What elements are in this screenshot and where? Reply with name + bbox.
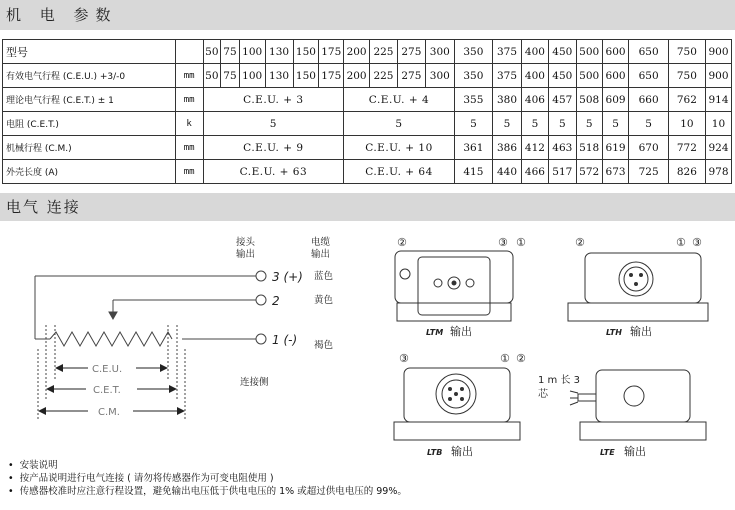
merged-cell: C.E.U. + 63	[203, 160, 344, 184]
connector-ltm	[395, 251, 513, 321]
svg-text:②: ②	[397, 236, 407, 249]
value-cell: 670	[629, 136, 668, 160]
row-unit: mm	[175, 136, 203, 160]
row-label: 有效电气行程 (C.E.U.) +3/-0	[3, 64, 176, 88]
dimension-labels	[92, 364, 122, 418]
value-cell: 660	[629, 88, 668, 112]
connector-lte	[570, 370, 706, 440]
model-cell: 200	[344, 40, 370, 64]
connector-ltb-pins	[399, 352, 526, 365]
connector-ltm-code: LTM	[426, 328, 444, 337]
merged-cell: C.E.U. + 4	[344, 88, 455, 112]
row-unit: mm	[175, 88, 203, 112]
merged-cell: 5	[344, 112, 455, 136]
svg-text:③: ③	[399, 352, 409, 365]
value-cell: 572	[576, 160, 602, 184]
table-row-model	[3, 40, 732, 64]
model-cell: 450	[548, 40, 576, 64]
connector-ltb-output: 输出	[451, 445, 473, 458]
table-row-ceu	[3, 64, 732, 88]
value-cell: 5	[576, 112, 602, 136]
value-cell: 772	[668, 136, 705, 160]
terminal-pin1	[256, 334, 266, 344]
wire-colors	[314, 270, 334, 351]
spec-table	[2, 39, 732, 184]
connector-lte-cable-note	[538, 374, 580, 400]
dim-ceu: C.E.U.	[92, 364, 123, 375]
value-cell: 375	[493, 64, 522, 88]
table-row-cm	[3, 136, 732, 160]
value-cell: 914	[705, 88, 731, 112]
value-cell: 517	[548, 160, 576, 184]
value-cell: 457	[548, 88, 576, 112]
value-cell: 380	[493, 88, 522, 112]
svg-text:②: ②	[516, 352, 526, 365]
color-yellow: 黄色	[314, 295, 334, 306]
svg-text:③: ③	[498, 236, 508, 249]
value-cell: 518	[576, 136, 602, 160]
value-cell: 673	[602, 160, 629, 184]
value-cell: 978	[705, 160, 731, 184]
table-row-resistance	[3, 112, 732, 136]
wiper-arrow-icon	[109, 312, 117, 319]
col-connector-line1: 接头	[236, 237, 256, 248]
connector-ltm-output: 输出	[450, 325, 472, 338]
model-cell: 150	[293, 40, 319, 64]
value-cell: 924	[705, 136, 731, 160]
value-cell: 225	[370, 64, 398, 88]
value-cell: 500	[576, 64, 602, 88]
connector-lte-code: LTE	[600, 448, 615, 457]
section-header-params: 机 电 参数	[0, 0, 735, 30]
model-cell: 50	[203, 40, 221, 64]
terminal-pin2	[256, 295, 266, 305]
row-label: 机械行程 (C.M.)	[3, 136, 176, 160]
model-cell: 275	[397, 40, 425, 64]
svg-text:芯: 芯	[538, 389, 548, 400]
merged-cell: C.E.U. + 3	[203, 88, 344, 112]
row-label: 型号	[3, 40, 176, 64]
value-cell: 355	[454, 88, 492, 112]
svg-text:1 m 长 3: 1 m 长 3	[538, 375, 581, 386]
connector-ltm-pins	[397, 236, 526, 249]
value-cell: 10	[705, 112, 731, 136]
col-cable-line2: 输出	[311, 249, 331, 260]
value-cell: 275	[397, 64, 425, 88]
value-cell: 900	[705, 64, 731, 88]
color-blue: 蓝色	[314, 271, 334, 282]
connector-lth-output: 输出	[630, 325, 652, 338]
row-unit: mm	[175, 64, 203, 88]
model-cell: 350	[454, 40, 492, 64]
value-cell: 725	[629, 160, 668, 184]
value-cell: 175	[319, 64, 344, 88]
dim-cet: C.E.T.	[93, 385, 121, 396]
merged-cell: C.E.U. + 9	[203, 136, 344, 160]
value-cell: 440	[493, 160, 522, 184]
row-label: 外壳长度 (A)	[3, 160, 176, 184]
svg-text:①: ①	[500, 352, 510, 365]
connection-side-label: 连接侧	[240, 377, 269, 388]
color-brown: 褐色	[314, 340, 334, 351]
installation-notes	[8, 459, 407, 498]
svg-text:①: ①	[516, 236, 526, 249]
model-cell: 375	[493, 40, 522, 64]
connector-lth	[568, 253, 708, 321]
value-cell: 350	[454, 64, 492, 88]
note-item: • 按产品说明进行电气连接 ( 请勿将传感器作为可变电阻使用 )	[8, 472, 407, 485]
model-cell: 600	[602, 40, 629, 64]
note-item: • 安装说明	[8, 459, 407, 472]
value-cell: 10	[668, 112, 705, 136]
section-header-electrical: 电气 连接	[0, 193, 735, 221]
merged-cell: C.E.U. + 64	[344, 160, 455, 184]
connector-ltb	[394, 368, 520, 440]
model-cell: 225	[370, 40, 398, 64]
value-cell: 466	[521, 160, 548, 184]
value-cell: 75	[221, 64, 240, 88]
value-cell: 5	[454, 112, 492, 136]
terminal-pin3	[256, 271, 266, 281]
row-label: 电阻 (C.E.T.)	[3, 112, 176, 136]
model-cell: 500	[576, 40, 602, 64]
model-cell: 75	[221, 40, 240, 64]
value-cell: 463	[548, 136, 576, 160]
row-label: 理论电气行程 (C.E.T.) ± 1	[3, 88, 176, 112]
electrical-diagram	[0, 221, 735, 459]
value-cell: 412	[521, 136, 548, 160]
value-cell: 762	[668, 88, 705, 112]
value-cell: 609	[602, 88, 629, 112]
potentiometer-schematic	[35, 271, 266, 421]
col-connector-line2: 输出	[236, 249, 256, 260]
value-cell: 450	[548, 64, 576, 88]
pin-labels	[272, 270, 303, 347]
value-cell: 5	[493, 112, 522, 136]
value-cell: 130	[265, 64, 293, 88]
model-cell: 130	[265, 40, 293, 64]
table-row-length	[3, 160, 732, 184]
value-cell: 619	[602, 136, 629, 160]
value-cell: 200	[344, 64, 370, 88]
value-cell: 508	[576, 88, 602, 112]
pin-label-3: 3 (+)	[272, 270, 303, 284]
merged-cell: 5	[203, 112, 344, 136]
model-cell: 400	[521, 40, 548, 64]
value-cell: 150	[293, 64, 319, 88]
model-cell: 100	[239, 40, 265, 64]
schematic-column-headers	[236, 236, 331, 260]
model-cell: 900	[705, 40, 731, 64]
note-item: • 传感器校准时应注意行程设置，避免输出电压低于供电电压的 1% 或超过供电电压的 99%。	[8, 485, 407, 498]
connector-lth-pins	[575, 236, 702, 249]
value-cell: 415	[454, 160, 492, 184]
value-cell: 5	[521, 112, 548, 136]
value-cell: 650	[629, 64, 668, 88]
ground-icon	[400, 269, 410, 279]
value-cell: 600	[602, 64, 629, 88]
connector-lth-code: LTH	[606, 328, 622, 337]
value-cell: 826	[668, 160, 705, 184]
model-cell: 175	[319, 40, 344, 64]
svg-text:①: ①	[676, 236, 686, 249]
value-cell: 5	[629, 112, 668, 136]
value-cell: 406	[521, 88, 548, 112]
table-row-cet	[3, 88, 732, 112]
resistor-zigzag	[50, 332, 172, 346]
model-cell: 750	[668, 40, 705, 64]
pin-label-1: 1 (-)	[272, 333, 298, 347]
connector-lte-output: 输出	[624, 445, 646, 458]
merged-cell: C.E.U. + 10	[344, 136, 455, 160]
value-cell: 100	[239, 64, 265, 88]
row-unit: k	[175, 112, 203, 136]
col-cable-line1: 电缆	[311, 237, 331, 248]
value-cell: 400	[521, 64, 548, 88]
svg-text:②: ②	[575, 236, 585, 249]
model-cell: 650	[629, 40, 668, 64]
svg-text:③: ③	[692, 236, 702, 249]
value-cell: 386	[493, 136, 522, 160]
dim-cm: C.M.	[98, 407, 120, 418]
value-cell: 300	[425, 64, 454, 88]
row-unit: mm	[175, 160, 203, 184]
model-cell: 300	[425, 40, 454, 64]
value-cell: 361	[454, 136, 492, 160]
value-cell: 5	[548, 112, 576, 136]
pin-label-2: 2	[272, 294, 280, 308]
value-cell: 750	[668, 64, 705, 88]
connector-ltb-code: LTB	[427, 448, 443, 457]
value-cell: 5	[602, 112, 629, 136]
value-cell: 50	[203, 64, 221, 88]
